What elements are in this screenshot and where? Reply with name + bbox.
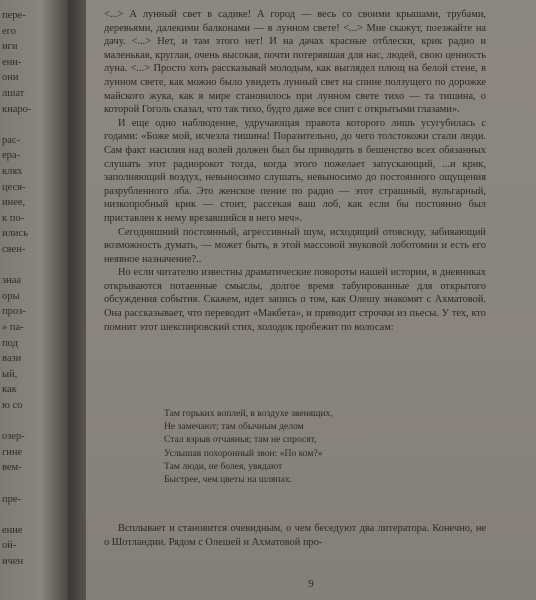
poem-line: Услышав похоронный звон: «По ком?» xyxy=(164,447,323,459)
facing-page-fragment: лшат xyxy=(2,88,25,99)
facing-page-fragment: инее, xyxy=(2,197,26,209)
poem-line: Не замечают; там обычным делом xyxy=(164,421,304,433)
facing-page-edge xyxy=(0,0,68,600)
closing-paragraph xyxy=(104,522,486,549)
facing-page-fragment: они xyxy=(2,72,19,84)
facing-page-fragment: ю со xyxy=(2,400,23,411)
facing-page-fragment: вем- xyxy=(2,462,22,474)
book-page xyxy=(86,0,536,600)
facing-page-fragment: свен- xyxy=(2,244,26,255)
facing-page-fragment: к по- xyxy=(2,212,25,224)
facing-page-fragment: иги xyxy=(2,41,18,53)
facing-page-fragment: ени- xyxy=(2,56,22,68)
book-gutter xyxy=(68,0,86,600)
poem-line: Там люди, не болея, увядают xyxy=(164,460,283,472)
paragraph-final: Всплывает и становится очевидным, о чем беседуют два литератора. Конечно, не о Шотландии. Рядом с Олешей и Ахматовой про- xyxy=(104,523,486,548)
facing-page-fragment: цеся- xyxy=(2,181,26,193)
facing-page-fragment: ера- xyxy=(2,150,21,162)
facing-page-fragment: ый, xyxy=(2,368,18,380)
facing-page-fragment: вази xyxy=(2,353,22,365)
facing-page-fragment: ой- xyxy=(2,540,17,552)
poem-line: Быстрее, чем цветы на шляпах. xyxy=(164,474,293,486)
facing-page-fragment: рас- xyxy=(2,134,21,146)
facing-page-fragment: гине xyxy=(2,446,23,458)
facing-page-fragment: ичен xyxy=(2,556,24,567)
facing-page-fragment: ение xyxy=(2,524,23,536)
facing-page-fragment: ились xyxy=(2,228,28,240)
paragraph-history: Но если читателю известны драматические повороты нашей истории, в дневниках открываются потаенные смыслы, долгое время табуированные для открытого обсуждения события. Скажем, идет запись о том, как Олешу знакомят с Ахматовой. Она рассказывает, что переводит «Макбета», и приводит строчки из пьесы. У тех, кто помнит этот шекспировский стих, холодок пробежит по волосам: xyxy=(104,267,486,333)
facing-page-fragment: знаа xyxy=(2,275,22,287)
facing-page-fragment: как xyxy=(2,384,17,396)
facing-page-fragment: кнаро- xyxy=(2,103,32,115)
paragraph-silence: И еще одно наблюдение, удручающая правота которого лишь усугубилась с годами: «Боже мой, исчезла тишина! Поразительно, до чего толстокожи стали люди. Сам факт насилия над волей должен был бы приводить в бешенство всех обязанных слушать этот радиорокот тогда, когда этого пожелает запускающий, ...и крик, заполняющий воздух, невыносимо слушать, невыносимо до постоянного ощущения разрубленного лба. Это женское пение по радио — этот страшный, вульгарный, низкопробный крик — стоит, рассекая ваш лоб, как если бы постоянно был приставлен к нему врезавшийся в него меч». xyxy=(104,117,486,224)
facing-page-fragment: пере- xyxy=(2,10,26,21)
poem-excerpt xyxy=(164,407,444,486)
facing-page-fragment: проз- xyxy=(2,306,26,318)
poem-line: Там горьких воплей, в воздухе звенящих, xyxy=(164,408,333,419)
paragraph-noise: Сегодняшний постоянный, агрессивный шум, исходящий отовсюду, забивающий возможность думать, — может быть, в этой массовой звуковой лоботомии и есть его неявное назначение?.. xyxy=(104,226,486,265)
facing-page-fragment: » па- xyxy=(2,322,24,333)
facing-page-fragment: его xyxy=(2,25,16,37)
poem-line: Стал взрыв отчаянья; там не спросят, xyxy=(164,434,317,446)
facing-page-fragment: оры xyxy=(2,290,20,302)
paragraph-quote-moonlight: <...> А лунный свет в садике! А город — весь со своими крышами, трубами, деревьями, далекими балконами — в лунном свете! <...> Мне скажут, поезжайте на дачу. <...> Нет, и там этого нет! И на дачах красные отблески, крик радио и маленькая, круглая, очень высокая, почти потерявшая для нас, людей, свою ценность луна. <...> Просто хоть рассказывай молодым, как выглядел плющ на белой стене, в лунном свете, как можно было увидеть лунный свет на спине ползущего по дорожке майского жука, как в мире становилось при лунном свете тихо — та тишина, о которой Гоголь сказал, что так тихо, будто даже все спит с открытыми глазами». xyxy=(104,9,486,116)
page-number: 9 xyxy=(308,578,314,590)
facing-page-fragment: под xyxy=(2,337,18,349)
body-text xyxy=(104,8,486,334)
facing-page-fragment: клях xyxy=(2,166,23,177)
facing-page-fragment: озер- xyxy=(2,431,25,443)
facing-page-fragment: пре- xyxy=(2,493,22,505)
